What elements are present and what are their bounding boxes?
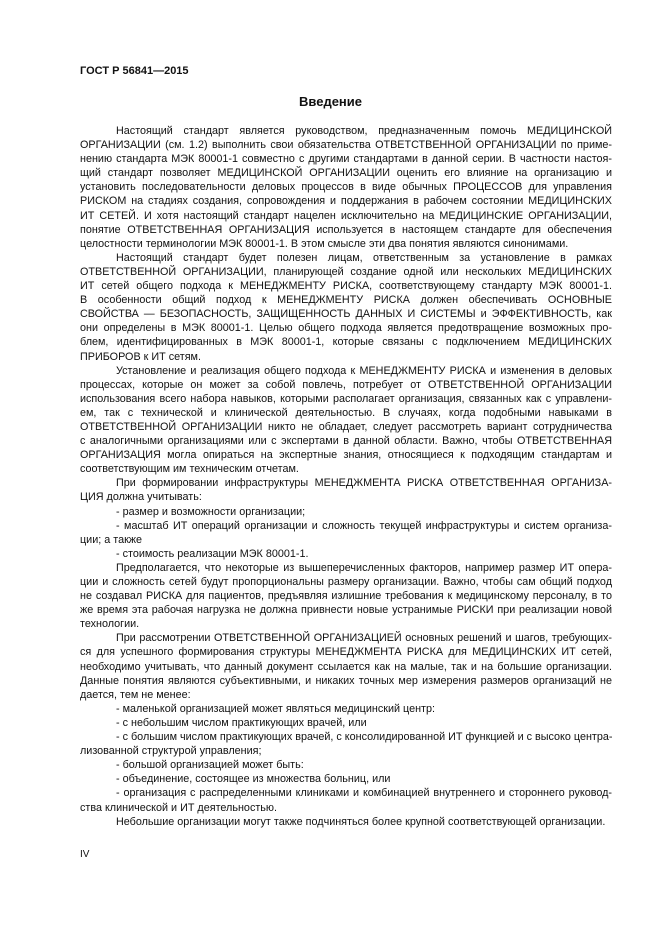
text-line: Небольшие организации могут также подчиняться более крупной соответствующей организации. (116, 815, 606, 828)
text-line: технологии. (80, 618, 140, 631)
paragraph (80, 730, 612, 758)
paragraph (80, 364, 612, 477)
paragraph (80, 716, 612, 730)
text-line: щий стандарт позволяет МЕДИЦИНСКОЙ ОРГАНИЗАЦИИ оценить его влияние на организацию и (80, 167, 612, 180)
text-line: процессах, которые он может за собой повлечь, потребует от ОТВЕТСТВЕННОЙ ОРГАНИЗАЦИИ (80, 378, 612, 391)
text-line: - стоимость реализации МЭК 80001-1. (116, 547, 309, 560)
text-line: - размер и возможности организации; (116, 505, 306, 518)
paragraph (80, 786, 612, 814)
paragraph (80, 124, 612, 251)
text-line: В особенности общий подход к МЕНЕДЖМЕНТУ РИСКА должен обеспечивать ОСНОВНЫЕ (80, 294, 612, 307)
text-line: ИТ СЕТЕЙ. И хотя настоящий стандарт нацелен исключительно на МЕДИЦИНСКИЕ ОРГАНИЗАЦИИ, (80, 209, 612, 222)
paragraph (80, 815, 612, 829)
text-line: не создавал РИСКА для пациентов, предъявляя излишние требования к медицинскому персоналу, в то (80, 590, 612, 603)
text-line: использования всего набора навыков, которыми располагает организация, связанных как с управлени- (80, 392, 612, 405)
paragraph (80, 772, 612, 786)
paragraph (80, 631, 612, 701)
text-line: При формировании инфраструктуры МЕНЕДЖМЕНТА РИСКА ОТВЕТСТВЕННАЯ ОРГАНИЗА- (116, 477, 612, 490)
text-line: ции; а также (80, 533, 143, 546)
text-line: ОТВЕТСТВЕННОЙ ОРГАНИЗАЦИИ, планирующей создание одной или нескольких МЕДИЦИНСКИХ (80, 265, 612, 278)
text-line: ства клинической и ИТ деятельностью. (80, 801, 278, 814)
page-number: IV (80, 849, 90, 860)
text-line: ции и сложность сетей будут пропорциональны размеру организации. Важно, чтобы сам общий подход (80, 576, 612, 588)
text-line: - организация с распределенными клиниками и комбинацией внутреннего и стороннего руковод- (116, 787, 612, 800)
text-line: дается, тем не менее: (80, 688, 191, 701)
text-line: - с небольшим числом практикующих врачей, или (116, 716, 367, 729)
section-title: Введение (299, 94, 362, 109)
text-line: - с большим числом практикующих врачей, с консолидированной ИТ функцией и с высоко центра- (116, 731, 613, 744)
text-line: они определены в МЭК 80001-1. Целью общего подхода является предотвращение возможных про- (80, 322, 612, 335)
text-line: Данные понятия являются субъективными, и никаких точных мер измерения размеров организаций не (80, 674, 612, 687)
paragraph (80, 476, 612, 504)
paragraph (80, 561, 612, 631)
text-line: ОРГАНИЗАЦИЯ могла опираться на экспертные знания, относящиеся к подходящим стандартам и (80, 449, 612, 462)
text-line: ОРГАНИЗАЦИИ (см. 1.2) выполнить свои обязательства ОТВЕТСТВЕННОЙ ОРГАНИЗАЦИИ по приме- (80, 139, 612, 152)
text-line: с аналогичными организациями или с экспертами в данной области. Важно, чтобы ОТВЕТСТВЕННАЯ (80, 435, 612, 448)
text-line: ПРИБОРОВ к ИТ сетям. (80, 350, 201, 363)
paragraph (80, 758, 612, 772)
text-line: - маленькой организацией может являться медицинский центр: (116, 702, 435, 715)
text-line: ем, так с технической и клинической деятельностью. В случаях, когда подобными навыками в (80, 406, 612, 419)
text-line: блем, идентифицированных в МЭК 80001-1, которые связаны с подключением МЕДИЦИНСКИХ (80, 336, 612, 349)
text-line: Настоящий стандарт является руководством, предназначенным помочь МЕДИЦИНСКОЙ (116, 125, 612, 137)
text-line: же время эта рабочая нагрузка не должна привнести новые устранимые РИСКИ при реализации новой (80, 604, 612, 617)
paragraph (80, 251, 612, 364)
text-line: ОТВЕТСТВЕННОЙ ОРГАНИЗАЦИИ никто не обладает, следует рассмотреть вариант сотрудничества (80, 420, 612, 433)
text-line: нению стандарта МЭК 80001-1 совместно с другими стандартами в данной серии. В частности настоя- (80, 153, 612, 166)
paragraph (80, 547, 612, 561)
text-line: лизованной структурой управления; (80, 745, 262, 758)
text-line: установить последовательности деловых процессов в виде обычных ПРОЦЕССОВ для управления (80, 181, 612, 194)
text-line: СВОЙСТВА — БЕЗОПАСНОСТЬ, ЗАЩИЩЕННОСТЬ ДАННЫХ И СИСТЕМЫ и ЭФФЕКТИВНОСТЬ, как (80, 308, 612, 321)
text-line: необходимо учитывать, что данный документ ссылается как на малые, так и на большие организации. (80, 660, 612, 673)
text-line: При рассмотрении ОТВЕТСТВЕННОЙ ОРГАНИЗАЦИЕЙ основных решений и шагов, требующих- (116, 632, 612, 645)
text-line: РИСКОМ на стадиях создания, сопровождения и поддержания в рабочем состоянии МЕДИЦИНСКИХ (80, 195, 612, 208)
text-line: - объединение, состоящее из множества больниц, или (116, 773, 391, 786)
text-line: понятие ОТВЕТСТВЕННАЯ ОРГАНИЗАЦИЯ используется в настоящем стандарте для обеспечения (80, 223, 612, 236)
text-line: соответствующим им техническим отчетам. (80, 463, 299, 476)
paragraph (80, 702, 612, 716)
paragraph (80, 505, 612, 519)
text-line: ЦИЯ должна учитывать: (80, 491, 202, 504)
text-line: - большой организацией может быть: (116, 759, 304, 772)
paragraph (80, 519, 612, 547)
text-line: Предполагается, что некоторые из вышеперечисленных факторов, например размер ИТ опера- (116, 561, 612, 574)
text-line: - масштаб ИТ операций организации и сложность текущей инфраструктуры и систем организа- (116, 519, 612, 532)
text-line: Установление и реализация общего подхода к МЕНЕДЖМЕНТУ РИСКА и изменения в деловых (116, 364, 612, 377)
text-line: ИТ сетей общего подхода к МЕНЕДЖМЕНТУ РИСКА, соответствующему стандарту МЭК 80001-1. (80, 280, 612, 293)
document-body (80, 124, 612, 829)
document-header: ГОСТ Р 56841—2015 (80, 65, 189, 77)
text-line: Настоящий стандарт будет полезен лицам, ответственным за установление в рамках (116, 251, 612, 264)
text-line: ся для успешного формирования структуры МЕНЕДЖМЕНТА РИСКА для МЕДИЦИНСКИХ ИТ сетей, (80, 646, 612, 659)
text-line: целостности терминологии МЭК 80001-1. В этом смысле эти два понятия являются синонимами. (80, 237, 569, 250)
